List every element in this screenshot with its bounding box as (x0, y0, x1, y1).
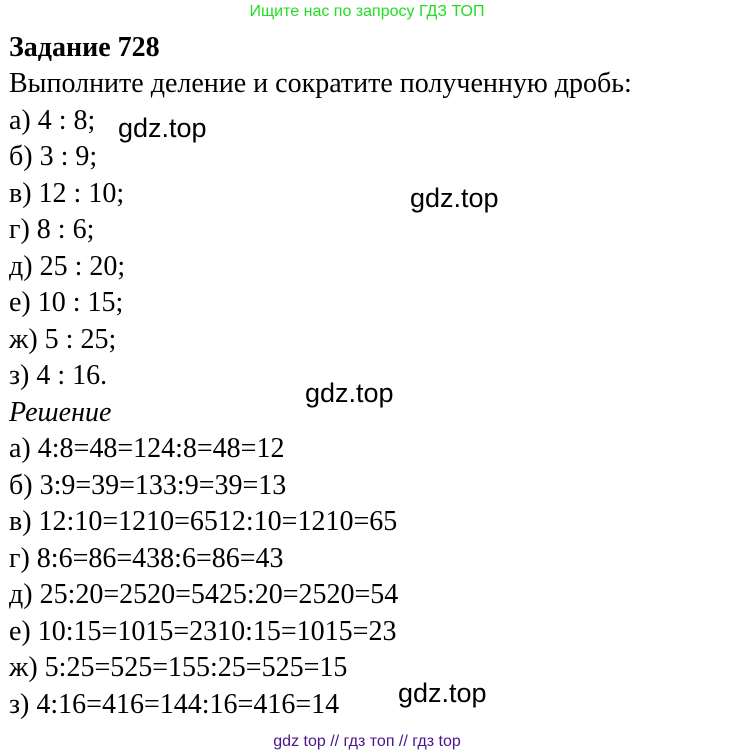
solution-item-a: а) 4:8=48=124:8=48=12 (9, 433, 285, 464)
watermark: gdz.top (410, 183, 499, 213)
solution-item-d: д) 25:20=2520=5425:20=2520=54 (9, 579, 399, 610)
task-item-z: з) 4 : 16. (9, 360, 108, 391)
solution-item-e: е) 10:15=1015=2310:15=1015=23 (9, 615, 397, 647)
watermark: gdz.top (398, 678, 487, 708)
task-title: Задание 728 (9, 32, 160, 63)
task-item-g: г) 8 : 6; (9, 214, 95, 245)
task-item-v: в) 12 : 10; (9, 177, 125, 209)
document-body (9, 30, 729, 723)
task-item-e: е) 10 : 15; (9, 287, 124, 318)
footer-watermark: gdz top // гдз топ // гдз top (273, 733, 461, 750)
top-banner: Ищите нас по запросу ГДЗ ТОП (249, 3, 485, 20)
solution-item-v: в) 12:10=1210=6512:10=1210=65 (9, 506, 398, 537)
solution-item-z: з) 4:16=416=144:16=416=14 (9, 688, 340, 720)
task-text: Выполните деление и сократите полученную дробь: (9, 68, 632, 99)
task-item-b: б) 3 : 9; (9, 141, 98, 172)
watermark: gdz.top (118, 113, 207, 143)
task-item-d: д) 25 : 20; (9, 250, 126, 282)
solution-item-zh: ж) 5:25=525=155:25=525=15 (9, 652, 348, 683)
watermark: gdz.top (305, 378, 394, 408)
task-item-a: а) 4 : 8; (9, 104, 96, 136)
solution-label: Решение (9, 396, 112, 428)
task-item-zh: ж) 5 : 25; (9, 323, 117, 355)
solution-item-g: г) 8:6=86=438:6=86=43 (9, 542, 284, 574)
solution-item-b: б) 3:9=39=133:9=39=13 (9, 469, 287, 501)
